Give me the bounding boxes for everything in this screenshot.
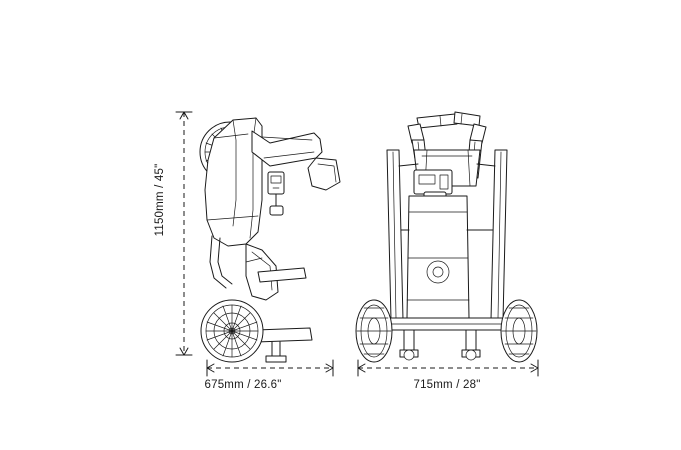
- front-right-wheel: [501, 300, 537, 362]
- side-width-dimension-label: 675mm / 26.6": [204, 379, 282, 391]
- front-left-wheel: [356, 300, 392, 362]
- front-base-plate: [386, 318, 508, 357]
- front-width-dimension-label: 715mm / 28": [413, 379, 481, 391]
- height-dimension-label: 1150mm / 45": [154, 163, 166, 237]
- front-handlebars: [408, 112, 486, 143]
- front-body-column: [407, 196, 469, 318]
